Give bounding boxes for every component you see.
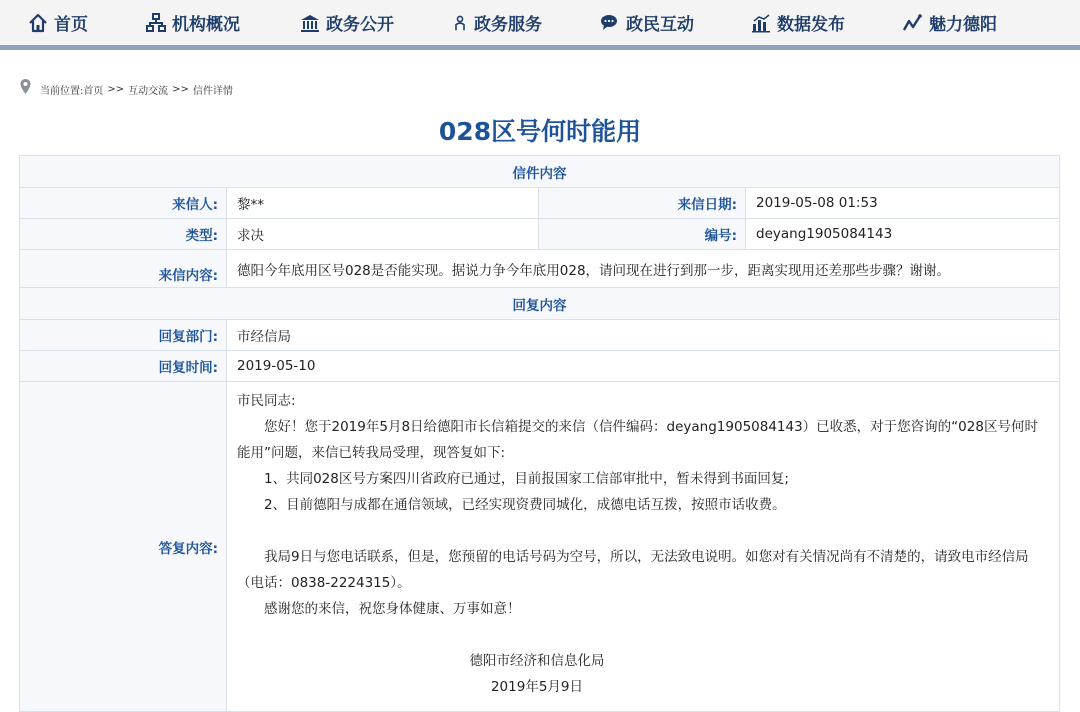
government-building-icon [300,13,320,33]
answer-label: 答复内容: [20,382,227,712]
content-label: 来信内容: [20,250,227,288]
trend-line-icon [903,13,923,33]
breadcrumb-home-link[interactable]: 首页 [83,86,104,97]
nav-label: 魅力德阳 [929,15,997,35]
breadcrumb-separator: >> [107,84,125,95]
answer-paragraph: 您好！您于2019年5月8日给德阳市长信箱提交的来信（信件编码：deyang1905084143）已收悉，对于您咨询的“028区号何时能用”问题，来信已转我局受理，现答复如下: [237,419,1038,461]
nav-item-org[interactable] [146,10,240,35]
nav-item-interaction[interactable] [600,10,694,35]
answer-paragraph: 2、目前德阳与成都在通信领域，已经实现资费同城化，成德电话互拨，按照市话收费。 [264,497,786,513]
breadcrumb-prefix: 当前位置: [40,86,84,97]
answer-spacer [237,622,1047,648]
reply-time-value: 2019-05-10 [227,351,1060,382]
nav-list [0,0,1080,45]
sender-label: 来信人: [20,188,227,219]
nav-item-home[interactable] [28,10,88,35]
number-value: deyang1905084143 [746,219,1060,250]
person-icon [452,13,468,33]
letter-detail-table [19,155,1060,712]
letter-section-header: 信件内容 [20,156,1060,188]
nav-item-gov-open[interactable] [300,10,394,35]
answer-sign-date: 2019年5月9日 [490,679,584,695]
answer-signature: 德阳市经济和信息化局 [469,653,605,669]
reply-dept-label: 回复部门: [20,320,227,351]
sender-value: 黎** [227,188,539,219]
answer-content [227,382,1060,712]
nav-label: 机构概况 [172,15,240,35]
breadcrumb-separator: >> [172,84,189,95]
nav-label: 数据发布 [777,15,845,35]
nav-label: 首页 [54,15,88,35]
answer-paragraph: 我局9日与您电话联系，但是，您预留的电话号码为空号，所以，无法致电说明。如您对有关情况尚有不清楚的，请致电市经信局（电话：0838-2224315）。 [237,549,1029,591]
type-value: 求决 [227,219,539,250]
reply-dept-value: 市经信局 [227,320,1060,351]
number-label: 编号: [539,219,746,250]
nav-item-deyang[interactable] [903,10,997,35]
nav-item-data[interactable] [751,10,845,35]
nav-label: 政民互动 [626,15,694,35]
breadcrumb-section-link[interactable]: 互动交流 [128,86,169,97]
answer-salutation: 市民同志: [237,393,296,409]
nav-label: 政务公开 [326,15,394,35]
org-chart-icon [146,13,166,33]
page-title: 028区号何时能用 [438,117,642,146]
answer-paragraph: 感谢您的来信，祝您身体健康、万事如意！ [264,601,521,617]
top-nav [0,0,1080,50]
reply-section-header: 回复内容 [20,288,1060,320]
reply-time-label: 回复时间: [20,351,227,382]
home-icon [28,13,48,33]
breadcrumb [20,82,233,97]
date-value: 2019-05-08 01:53 [746,188,1060,219]
answer-paragraph: 1、共同028区号方案四川省政府已通过，目前报国家工信部审批中，暂未得到书面回复; [264,471,789,487]
answer-spacer [237,518,1047,544]
location-pin-icon [20,79,31,94]
breadcrumb-current: 信件详情 [192,86,233,97]
date-label: 来信日期: [539,188,746,219]
content-value: 德阳今年底用区号028是否能实现。据说力争今年底用028，请问现在进行到那一步，距离实现用还差那些步骤？谢谢。 [227,250,1060,288]
nav-divider [0,45,1080,50]
chat-bubbles-icon [600,13,620,33]
type-label: 类型: [20,219,227,250]
nav-item-gov-service[interactable] [452,10,542,35]
nav-label: 政务服务 [474,15,542,35]
bar-chart-icon [751,13,771,33]
